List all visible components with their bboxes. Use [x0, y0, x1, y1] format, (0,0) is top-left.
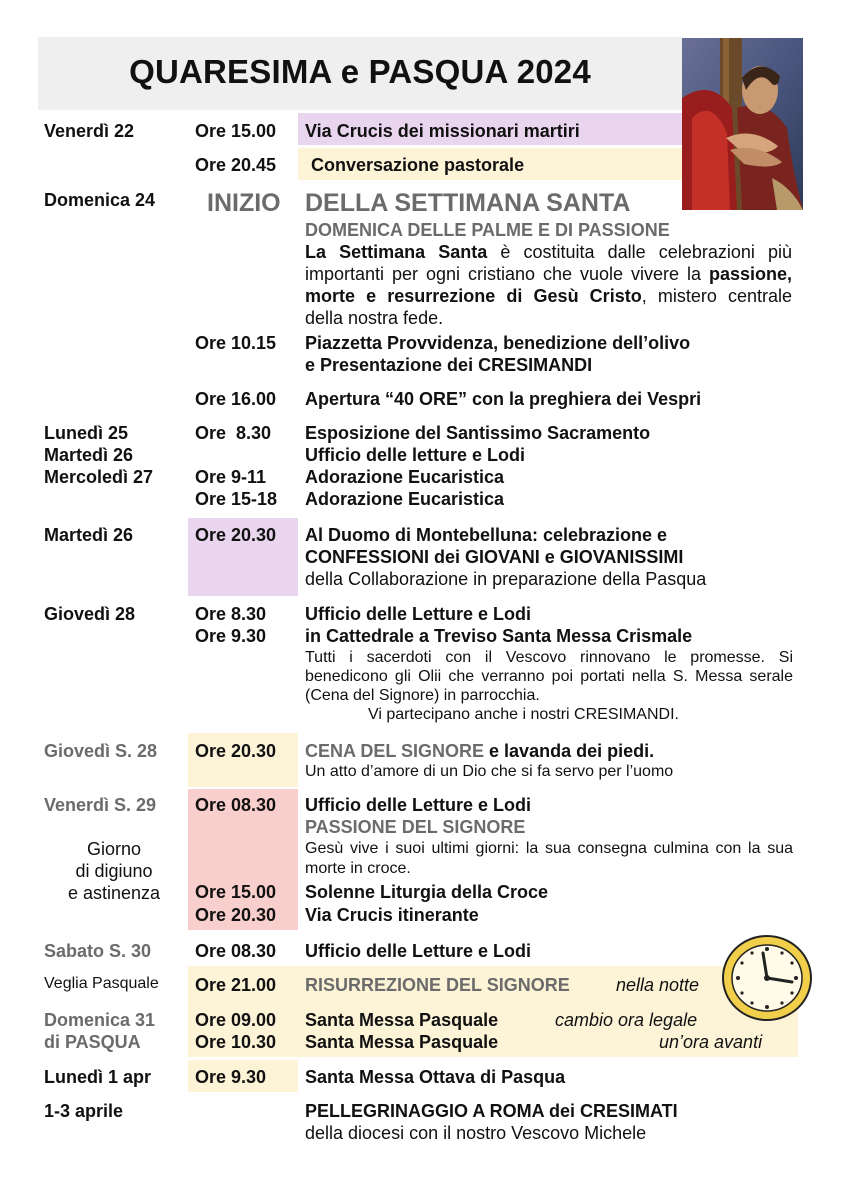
event-label: Apertura “40 ORE” con la preghiera dei Vespri — [305, 389, 702, 409]
side-note: e astinenza — [67, 883, 161, 903]
event-note: Un atto d’amore di un Dio che si fa servo per l’uomo — [305, 763, 674, 780]
clock-icon — [720, 933, 815, 1023]
side-note: di digiuno — [75, 861, 153, 881]
time-label: Ore 9.30 — [195, 626, 267, 646]
event-label: CONFESSIONI dei GIOVANI e GIOVANISSIMI — [305, 547, 684, 567]
event-label: Ufficio delle Letture e Lodi — [305, 795, 532, 815]
time-label: Ore 20.30 — [195, 741, 277, 761]
day-label: di PASQUA — [44, 1032, 141, 1052]
event-label: RISURREZIONE DEL SIGNORE — [305, 975, 570, 995]
event-label: Esposizione del Santissimo Sacramento — [305, 423, 651, 443]
day-label: Giovedì 28 — [44, 604, 136, 624]
event-label: Ufficio delle letture e Lodi — [305, 445, 526, 465]
time-label: Ore 09.00 — [195, 1010, 277, 1030]
day-label: Martedì 26 — [44, 445, 134, 465]
section-heading-right: DELLA SETTIMANA SANTA — [305, 189, 631, 217]
event-label: della diocesi con il nostro Vescovo Michele — [305, 1123, 647, 1143]
day-label: Venerdì 22 — [44, 121, 135, 141]
time-label: Ore 08.30 — [195, 795, 277, 815]
event-note: nella notte — [616, 975, 700, 995]
event-label: e Presentazione dei CRESIMANDI — [305, 355, 593, 375]
day-label: Veglia Pasquale — [44, 975, 159, 992]
page-title: QUARESIMA e PASQUA 2024 — [129, 53, 591, 90]
day-label: Mercoledì 27 — [44, 467, 154, 487]
intro-bold-2: passione, morte e resurrezione di Gesù Cristo — [305, 264, 792, 306]
day-label: Domenica 24 — [44, 190, 156, 210]
event-label: della Collaborazione in preparazione della Pasqua — [305, 569, 707, 589]
event-label: Santa Messa Ottava di Pasqua — [305, 1067, 566, 1087]
time-label: Ore 15.00 — [195, 882, 277, 902]
intro-text-2: , mistero centrale della nostra fede. — [305, 286, 792, 328]
day-label: Lunedì 1 apr — [44, 1067, 152, 1087]
event-note: un’ora avanti — [659, 1032, 763, 1052]
time-label: Ore 20.30 — [195, 905, 277, 925]
event-note: Vi partecipano anche i nostri CRESIMANDI. — [368, 706, 679, 723]
day-label: 1-3 aprile — [44, 1101, 124, 1121]
intro-bold-1: La Settimana Santa — [305, 242, 488, 262]
section-heading-left: INIZIO — [207, 189, 281, 217]
jesus-carrying-cross-image — [682, 38, 803, 210]
event-note: Tutti i sacerdoti con il Vescovo rinnovano le promesse. Si benedicono gli Olii che verranno poi portati nella S. Messa serale (Cena del Signore) in parrocchia. — [305, 649, 793, 704]
event-label: Ufficio delle Letture e Lodi — [305, 604, 532, 624]
intro-paragraph — [305, 241, 792, 329]
event-label: Via Crucis itinerante — [305, 905, 479, 925]
day-label: Martedì 26 — [44, 525, 134, 545]
event-label: Piazzetta Provvidenza, benedizione dell’olivo — [305, 333, 691, 353]
event-note: Gesù vive i suoi ultimi giorni: la sua consegna culmina con la sua morte in croce. — [305, 840, 793, 877]
event-title-gray: CENA DEL SIGNORE — [305, 741, 485, 761]
time-label: Ore 9-11 — [195, 467, 267, 487]
section-subheading: DOMENICA DELLE PALME E DI PASSIONE — [305, 220, 670, 240]
day-label: Domenica 31 — [44, 1010, 156, 1030]
time-label: Ore 8.30 — [195, 604, 267, 624]
event-label: Solenne Liturgia della Croce — [305, 882, 549, 902]
time-label: Ore 10.30 — [195, 1032, 277, 1052]
day-label: Sabato S. 30 — [44, 941, 152, 961]
event-label: in Cattedrale a Treviso Santa Messa Crismale — [305, 626, 693, 646]
event-label — [305, 740, 654, 762]
time-label: Ore 8.30 — [195, 423, 272, 443]
event-label: Via Crucis dei missionari martiri — [305, 121, 580, 141]
time-label: Ore 20.45 — [195, 155, 277, 175]
intro-text-1: è costituita dalle celebrazioni più importanti per ogni cristiano che vuole vivere la — [305, 242, 792, 284]
side-note: Giorno — [86, 839, 142, 859]
event-label: PELLEGRINAGGIO A ROMA dei CRESIMATI — [305, 1101, 678, 1121]
time-label: Ore 10.15 — [195, 333, 277, 353]
event-label: Adorazione Eucaristica — [305, 467, 505, 487]
time-label: Ore 08.30 — [195, 941, 277, 961]
event-title-rest: e lavanda dei piedi. — [484, 741, 655, 761]
event-label: Adorazione Eucaristica — [305, 489, 505, 509]
time-label: Ore 20.30 — [195, 525, 277, 545]
time-label: Ore 15-18 — [195, 489, 278, 509]
day-label: Venerdì S. 29 — [44, 795, 157, 815]
time-label: Ore 21.00 — [195, 975, 277, 995]
event-note: cambio ora legale — [555, 1010, 698, 1030]
day-label: Giovedì S. 28 — [44, 741, 158, 761]
event-label: Santa Messa Pasquale — [305, 1032, 499, 1052]
event-label: Conversazione pastorale — [311, 155, 525, 175]
event-label: Al Duomo di Montebelluna: celebrazione e — [305, 525, 668, 545]
event-label: Ufficio delle Letture e Lodi — [305, 941, 532, 961]
time-label: Ore 9.30 — [195, 1067, 267, 1087]
event-label: Santa Messa Pasquale — [305, 1010, 499, 1030]
event-label: PASSIONE DEL SIGNORE — [305, 817, 526, 837]
time-label: Ore 16.00 — [195, 389, 277, 409]
time-label: Ore 15.00 — [195, 121, 277, 141]
day-label: Lunedì 25 — [44, 423, 129, 443]
